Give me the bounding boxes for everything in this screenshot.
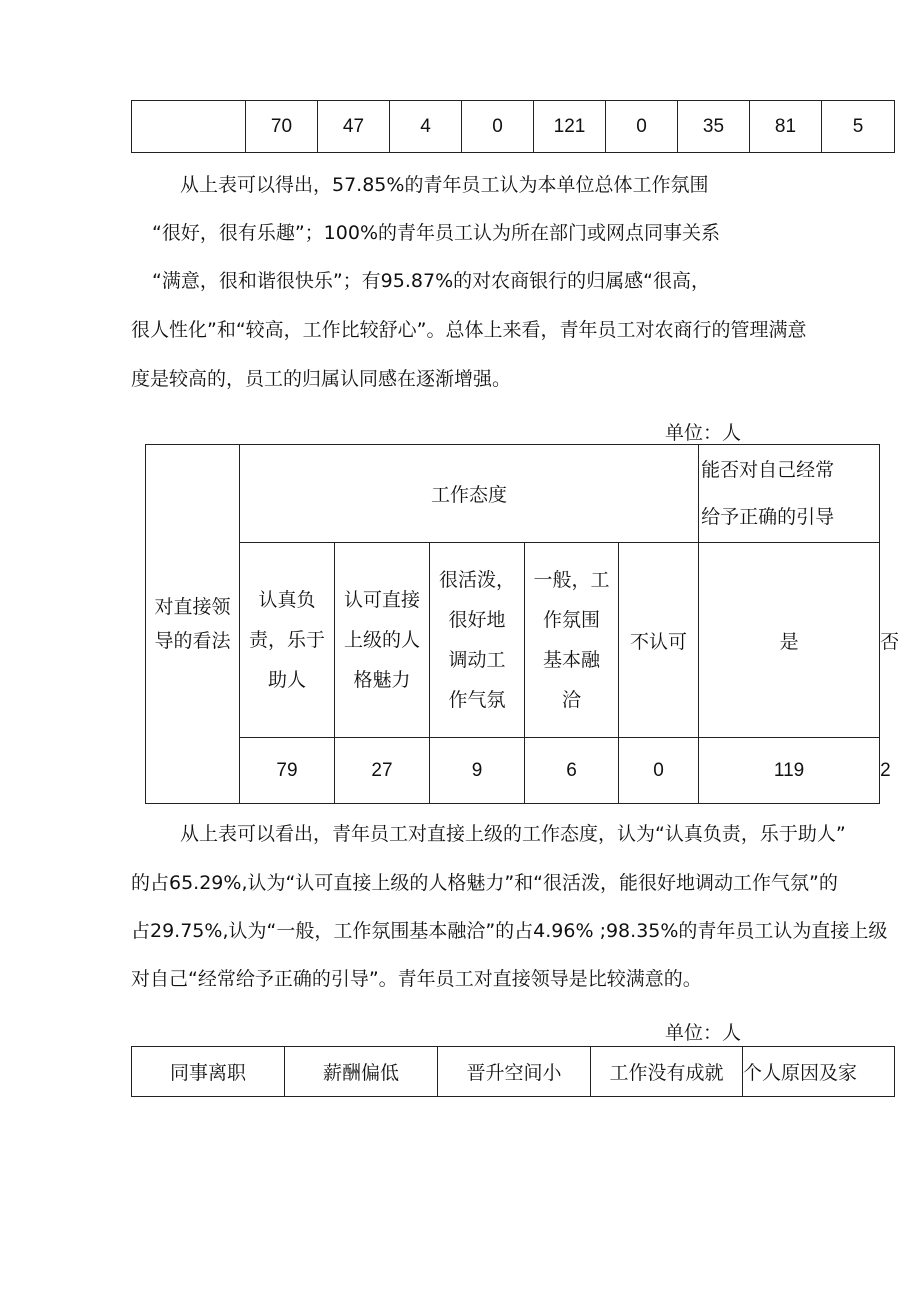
table-3 [131, 1046, 895, 1097]
table-row [132, 101, 895, 153]
sub-header-line: 作气氛 [448, 689, 506, 711]
header-cell: 工作没有成就 [591, 1047, 743, 1097]
group-header-line: 能否对自己经常 [701, 458, 835, 481]
row-header-line: 对直接领 [154, 596, 231, 618]
sub-header-line: 很好地 [448, 609, 506, 631]
sub-header-line: 格魅力 [353, 669, 411, 691]
unit-label: 单位：人 [665, 422, 742, 444]
table-cell: 121 [534, 101, 606, 153]
sub-header-line: 不认可 [630, 630, 688, 653]
table-cell: 4 [390, 101, 462, 153]
table-cell: 35 [678, 101, 750, 153]
sub-header-line: 作氛围 [542, 609, 600, 631]
paragraph-line: 从上表可以看出，青年员工对直接上级的工作态度，认为“认真负责，乐于助人” [180, 823, 846, 845]
header-cell: 个人原因及家 [743, 1047, 895, 1097]
sub-header-line: 调动工 [448, 649, 506, 671]
sub-header-line: 认可直接 [343, 589, 420, 611]
table-row: 79 27 9 6 0 119 2 [146, 738, 880, 804]
paragraph-line: “很好，很有乐趣”；100%的青年员工认为所在部门或网点同事关系 [152, 222, 721, 244]
group-header-line: 给予正确的引导 [701, 505, 835, 528]
paragraph-line: 占29.75%,认为“一般，工作氛围基本融洽”的占4.96% ;98.35%的青年员工认为直接上级 [131, 920, 888, 942]
table-row [146, 445, 880, 543]
table-cell [132, 101, 246, 153]
sub-header-line: 基本融 [542, 649, 600, 671]
value-cell: 119 [699, 738, 880, 804]
sub-header-line: 洽 [561, 689, 581, 711]
sub-header-cell [430, 543, 525, 738]
paragraph-line: 对自己“经常给予正确的引导”。青年员工对直接领导是比较满意的。 [131, 968, 702, 990]
value-cell: 27 [335, 738, 430, 804]
sub-header-line: 一般，工 [533, 569, 610, 591]
table-cell: 0 [462, 101, 534, 153]
group-header-work-attitude: 工作态度 [240, 445, 699, 543]
sub-header-line: 很活泼， [438, 569, 515, 591]
header-cell: 同事离职 [132, 1047, 285, 1097]
sub-header-line: 责，乐于 [248, 629, 325, 651]
table-cell: 5 [822, 101, 895, 153]
table-1 [131, 100, 895, 153]
paragraph-line: “满意，很和谐很快乐”；有95.87%的对农商银行的归属感“很高， [152, 270, 710, 292]
table-2 [145, 444, 900, 804]
paragraph-line: 从上表可以得出，57.85%的青年员工认为本单位总体工作氛围 [180, 174, 709, 196]
table-cell: 70 [246, 101, 318, 153]
value-cell: 9 [430, 738, 525, 804]
header-cell: 晋升空间小 [438, 1047, 591, 1097]
paragraph-line: 的占65.29%,认为“认可直接上级的人格魅力”和“很活泼，能很好地调动工作气氛”的 [131, 872, 838, 894]
table-cell: 81 [750, 101, 822, 153]
sub-header-line: 助人 [267, 669, 306, 691]
sub-header-line: 是 [779, 630, 799, 653]
value-cell: 79 [240, 738, 335, 804]
sub-header-cell [619, 543, 699, 738]
sub-header-cell [240, 543, 335, 738]
table-row [132, 1047, 895, 1097]
sub-header-cell [699, 543, 880, 738]
value-cell: 0 [619, 738, 699, 804]
paragraph-line: 度是较高的，员工的归属认同感在逐渐增强。 [131, 368, 512, 390]
unit-label: 单位：人 [665, 1022, 742, 1044]
value-cell: 6 [525, 738, 619, 804]
row-header-line: 导的看法 [154, 630, 231, 652]
sub-header-line: 认真负 [258, 589, 316, 611]
sub-header-cell [525, 543, 619, 738]
group-header-guidance [699, 445, 880, 543]
header-cell: 薪酬偏低 [285, 1047, 438, 1097]
table-row: 认真负 责，乐于 助人 认可直接 上级的人 格魅力 很活泼， 很好地 调动工 作气氛 一般，工 作氛围 基本融 洽 不认可 是 否 [146, 543, 880, 738]
sub-header-line: 上级的人 [343, 629, 420, 651]
paragraph-line: 很人性化”和“较高，工作比较舒心”。总体上来看，青年员工对农商行的管理满意 [131, 319, 807, 341]
sub-header-cell [335, 543, 430, 738]
row-header-cell [146, 445, 240, 804]
table-cell: 47 [318, 101, 390, 153]
table-cell: 0 [606, 101, 678, 153]
